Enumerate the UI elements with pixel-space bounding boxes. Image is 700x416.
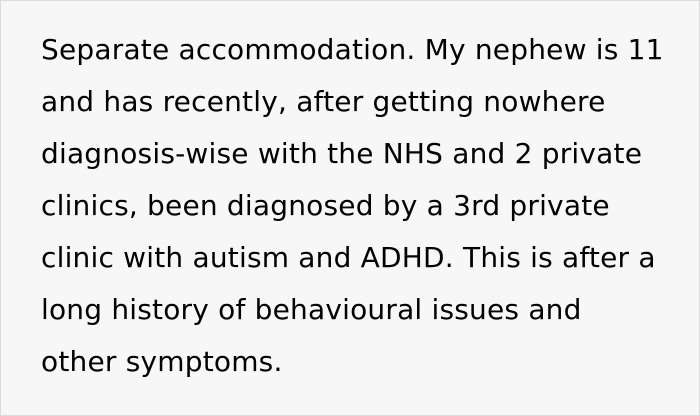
quote-text-line-7: other symptoms.: [41, 345, 283, 378]
quote-text-line-1: Separate accommodation. My nephew is 11: [41, 33, 664, 66]
quote-text-line-3: diagnosis-wise with the NHS and 2 private: [41, 137, 643, 170]
quote-text-line-4: clinics, been diagnosed by a 3rd private: [41, 189, 610, 222]
quote-text-line-6: long history of behavioural issues and: [41, 293, 582, 326]
quote-text-line-2: and has recently, after getting nowhere: [41, 85, 606, 118]
quote-text-line-5: clinic with autism and ADHD. This is after a: [41, 241, 656, 274]
